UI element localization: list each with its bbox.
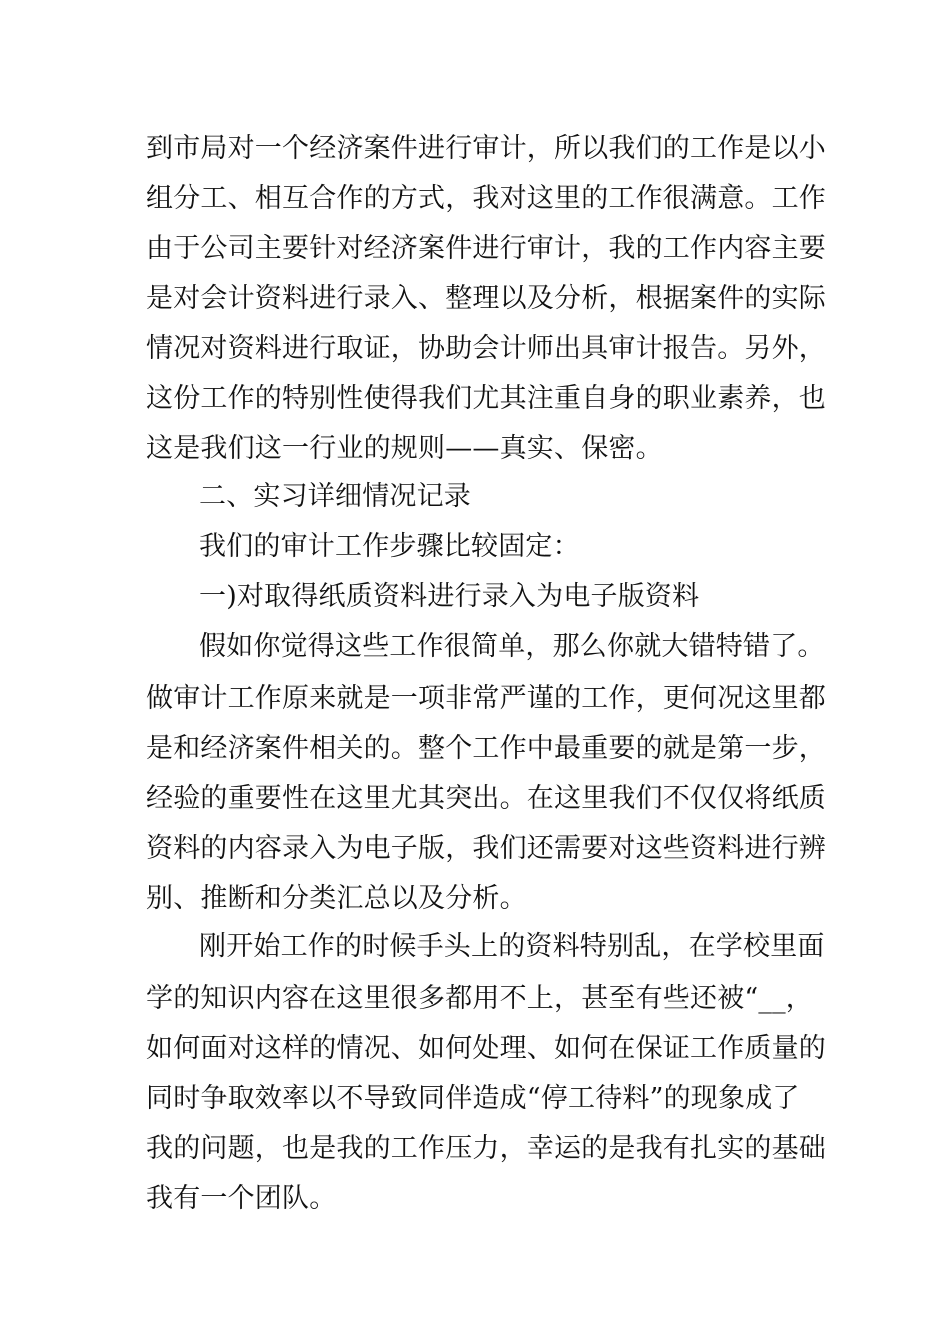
text-line: 我的问题，也是我的工作压力，幸运的是我有扎实的基础 [146, 1133, 826, 1164]
text-line: 如何面对这样的情况、如何处理、如何在保证工作质量的 [146, 1033, 826, 1064]
text-line: 学的知识内容在这里很多都用不上，甚至有些还被“__， [146, 983, 814, 1014]
paragraph-first-line: 假如你觉得这些工作很简单，那么你就大错特错了。 [199, 631, 825, 662]
text-line: 到市局对一个经济案件进行审计，所以我们的工作是以小 [146, 133, 826, 164]
paragraph-first-line: 我们的审计工作步骤比较固定： [199, 531, 580, 562]
text-line: 是和经济案件相关的。整个工作中最重要的就是第一步， [146, 733, 826, 764]
text-line: 资料的内容录入为电子版，我们还需要对这些资料进行辨 [146, 833, 826, 864]
paragraph-first-line: 刚开始工作的时候手头上的资料特别乱，在学校里面 [199, 931, 825, 962]
text-line: 做审计工作原来就是一项非常严谨的工作，更何况这里都 [146, 683, 826, 714]
text-line: 由于公司主要针对经济案件进行审计，我的工作内容主要 [146, 233, 826, 264]
text-line: 我有一个团队。 [146, 1183, 337, 1214]
text-line: 别、推断和分类汇总以及分析。 [146, 883, 527, 914]
text-line: 这份工作的特别性使得我们尤其注重自身的职业素养，也 [146, 383, 826, 414]
section-heading: 二、实习详细情况记录 [199, 481, 471, 512]
text-line: 情况对资料进行取证，协助会计师出具审计报告。另外， [146, 333, 826, 364]
text-line: 是对会计资料进行录入、整理以及分析，根据案件的实际 [146, 283, 826, 314]
text-line: 这是我们这一行业的规则——真实、保密。 [146, 433, 663, 464]
text-line: 同时争取效率以不导致同伴造成“停工待料”的现象成了 [146, 1083, 800, 1114]
text-line: 组分工、相互合作的方式，我对这里的工作很满意。工作 [146, 183, 826, 214]
subsection-heading: 一)对取得纸质资料进行录入为电子版资料 [199, 581, 700, 612]
text-line: 经验的重要性在这里尤其突出。在这里我们不仅仅将纸质 [146, 783, 826, 814]
